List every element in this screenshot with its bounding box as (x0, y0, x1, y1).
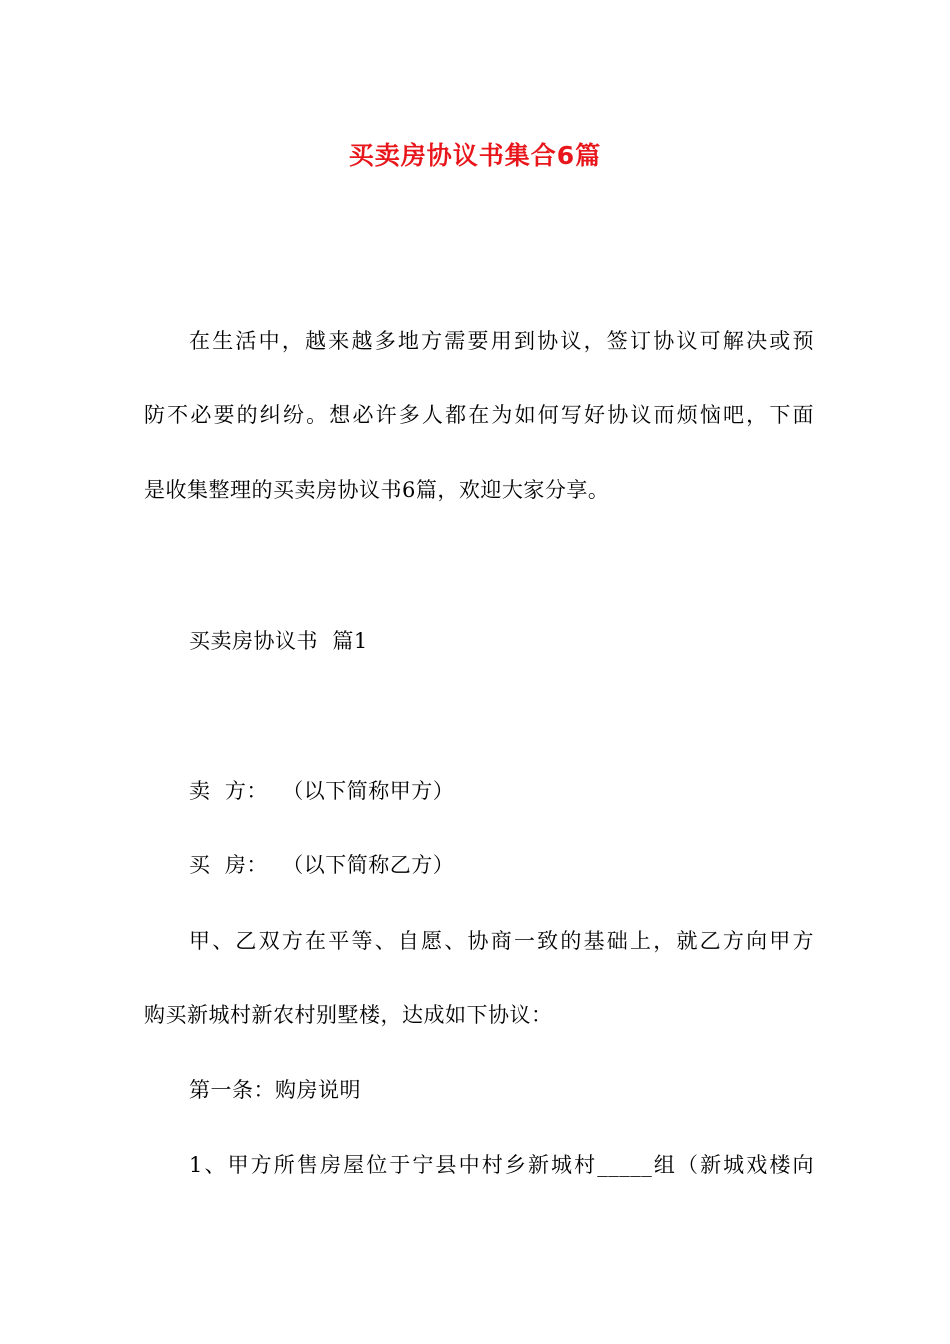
preamble-line-2: 购买新城村新农村别墅楼，达成如下协议： (144, 1003, 553, 1027)
seller-line: 卖 方： （以下简称甲方） (189, 779, 455, 803)
article-1-heading: 第一条：购房说明 (189, 1078, 361, 1102)
intro-line-2: 防不必要的纠纷。想必许多人都在为如何写好协议而烦恼吧，下面 (144, 403, 814, 427)
document-title: 买卖房协议书集合6篇 (348, 141, 602, 170)
preamble-line-1: 甲、乙双方在平等、自愿、协商一致的基础上，就乙方向甲方 (189, 929, 814, 953)
section-heading: 买卖房协议书 篇1 (189, 629, 368, 653)
intro-line-3: 是收集整理的买卖房协议书6篇，欢迎大家分享。 (144, 478, 610, 502)
intro-line-1: 在生活中，越来越多地方需要用到协议，签订协议可解决或预 (189, 329, 814, 353)
buyer-line: 买 房： （以下简称乙方） (189, 853, 455, 877)
article-1-item-1: 1、甲方所售房屋位于宁县中村乡新城村_____组（新城戏楼向 (189, 1153, 814, 1177)
